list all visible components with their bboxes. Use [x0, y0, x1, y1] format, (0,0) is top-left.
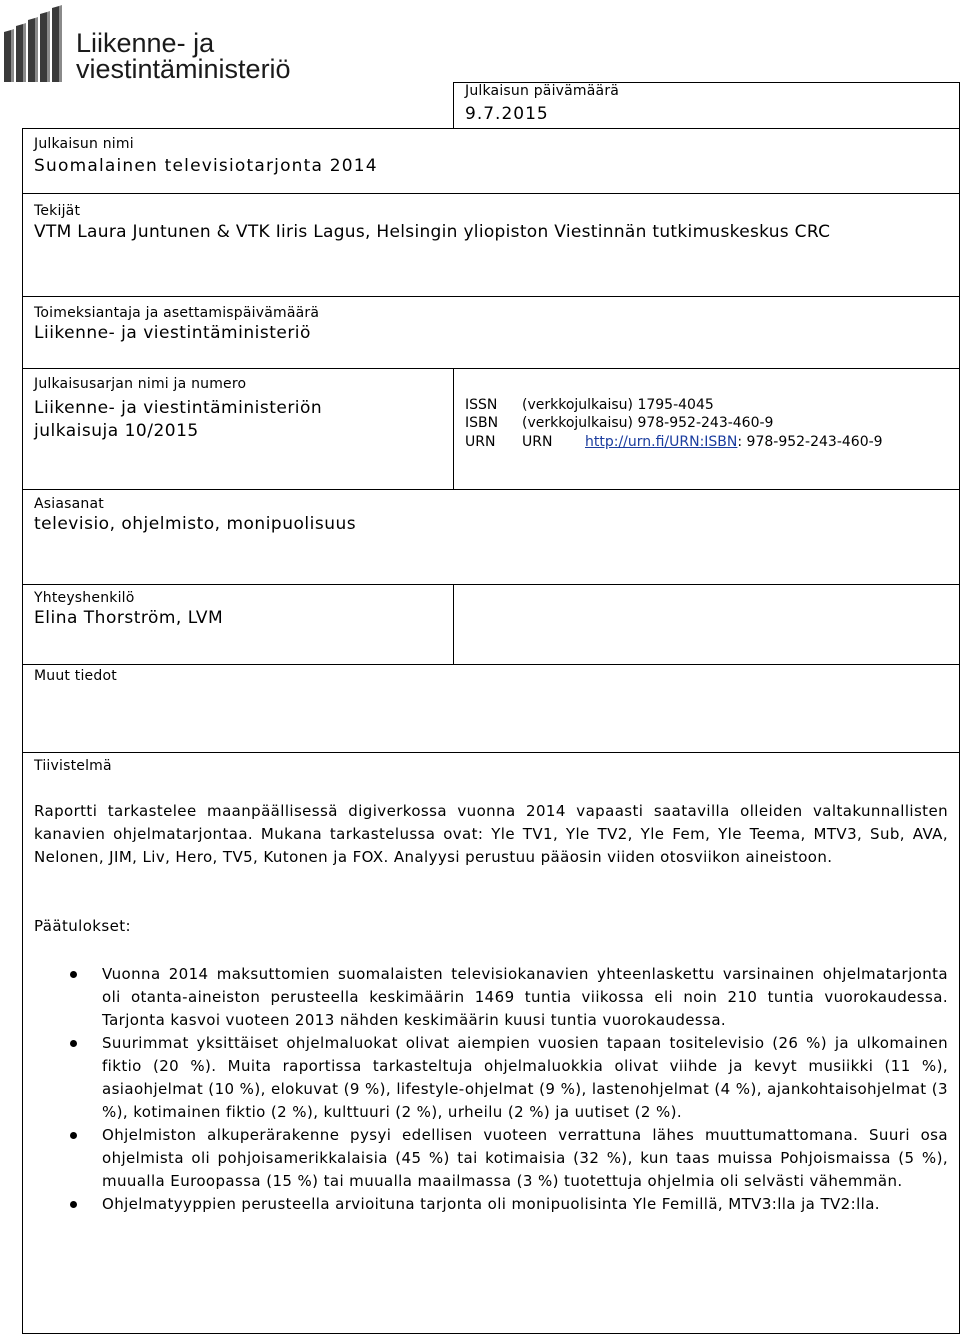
authors-value: VTM Laura Juntunen & VTK Iiris Lagus, Helsingin yliopiston Viestinnän tutkimuskeskus CRC [34, 222, 831, 242]
divider-6 [22, 664, 960, 665]
keywords-label: Asiasanat [34, 496, 104, 512]
bullet-icon [70, 971, 77, 978]
logo-line1: Liikenne- ja [76, 28, 215, 58]
results-list [102, 963, 948, 1216]
urn-link[interactable]: http://urn.fi/URN:ISBN [585, 434, 738, 450]
contact-value: Elina Thorström, LVM [34, 608, 224, 628]
commissioner-value: Liikenne- ja viestintäministeriö [34, 323, 311, 343]
urn-line [585, 434, 883, 450]
logo-line2: viestintäministeriö [76, 54, 291, 84]
authors-label: Tekijät [34, 203, 81, 219]
result-item [102, 1032, 948, 1124]
isbn-value: (verkkojulkaisu) 978-952-243-460-9 [522, 415, 774, 431]
result-item-text: Ohjelmiston alkuperärakenne pysyi edellisen vuoteen verrattuna lähes muuttumattomana. Suuri osa ohjelmista oli pohjoisamerikkalaisia (45 %) tai kotimaisia (32 %), kun taas muissa Pohjoismaissa (5 %), muualla Euroopassa (15 %) tai muualla maailmassa (3 %) tuotettuja ohjelmia oli selvästi vähemmän. [102, 1126, 948, 1190]
divider-4 [22, 489, 960, 490]
contact-label: Yhteyshenkilö [34, 590, 135, 606]
results-heading: Päätulokset: [34, 917, 131, 935]
isbn-key: ISBN [465, 415, 499, 431]
result-item [102, 1124, 948, 1193]
series-label: Julkaisusarjan nimi ja numero [34, 376, 247, 392]
publication-date-value: 9.7.2015 [465, 104, 549, 124]
contact-divider [453, 584, 454, 664]
bullet-icon [70, 1132, 77, 1139]
ministry-logo [2, 2, 332, 82]
divider-2 [22, 296, 960, 297]
abstract-label: Tiivistelmä [34, 758, 112, 774]
keywords-value: televisio, ohjelmisto, monipuolisuus [34, 514, 357, 534]
urn-key: URN [465, 434, 496, 450]
other-info-label: Muut tiedot [34, 668, 117, 684]
logo-bars-icon [2, 2, 74, 82]
publication-name-value: Suomalainen televisiotarjonta 2014 [34, 156, 378, 176]
issn-key: ISSN [465, 397, 498, 413]
divider-7 [22, 752, 960, 753]
abstract-paragraph: Raportti tarkastelee maanpäällisessä digiverkossa vuonna 2014 vapaasti saatavilla olleiden valtakunnallisten kanavien ohjelmatarjontaa. Mukana tarkastelussa ovat: Yle TV1, Yle TV2, Yle Fem, Yle Teema, MTV3, Sub, AVA, Nelonen, JIM, Liv, Hero, TV5, Kutonen ja FOX. Analyysi perustuu pääosin viiden otosviikon aineistoon. [34, 802, 948, 866]
issn-value: (verkkojulkaisu) 1795-4045 [522, 397, 714, 413]
result-item-text: Suurimmat yksittäiset ohjelmaluokat olivat aiempien vuosien tapaan tositelevisio (26 %) ja ulkomainen fiktio (20 %). Muita raportissa tarkasteltuja ohjelmaluokkia olivat viihde ja kevyt musiikki (11 %), asiaohjelmat (10 %), elokuvat (9 %), lifestyle-ohjelmat (9 %), lastenohjelmat (4 %), ajankohtaisohjelmat (3 %), kotimainen fiktio (2 %), kulttuuri (2 %), urheilu (2 %) ja uutiset (2 %). [102, 1034, 948, 1121]
urn-sub: URN [522, 434, 553, 450]
bullet-icon [70, 1201, 77, 1208]
publication-date-label: Julkaisun päivämäärä [465, 83, 620, 99]
series-line2: julkaisuja 10/2015 [34, 421, 199, 441]
divider-1 [22, 193, 960, 194]
commissioner-label: Toimeksiantaja ja asettamispäivämäärä [34, 305, 320, 321]
urn-rest: : 978-952-243-460-9 [737, 434, 883, 450]
series-divider [453, 368, 454, 490]
divider-3 [22, 368, 960, 369]
publication-name-label: Julkaisun nimi [34, 136, 134, 152]
series-line1: Liikenne- ja viestintäministeriön [34, 398, 323, 418]
result-item [102, 1193, 948, 1216]
result-item [102, 963, 948, 1032]
result-item-text: Vuonna 2014 maksuttomien suomalaisten televisiokanavien yhteenlaskettu varsinainen ohjelmatarjonta oli otanta-aineiston perusteella keskimäärin 1469 tuntia viikossa eli noin 210 tuntia vuorokaudessa. Tarjonta kasvoi vuoteen 2013 nähden keskimäärin kuusi tuntia vuorokaudessa. [102, 965, 948, 1029]
result-item-text: Ohjelmatyyppien perusteella arvioituna tarjonta oli monipuolisinta Yle Femillä, MTV3:lla ja TV2:lla. [102, 1195, 880, 1213]
bullet-icon [70, 1040, 77, 1047]
divider-5 [22, 584, 960, 585]
